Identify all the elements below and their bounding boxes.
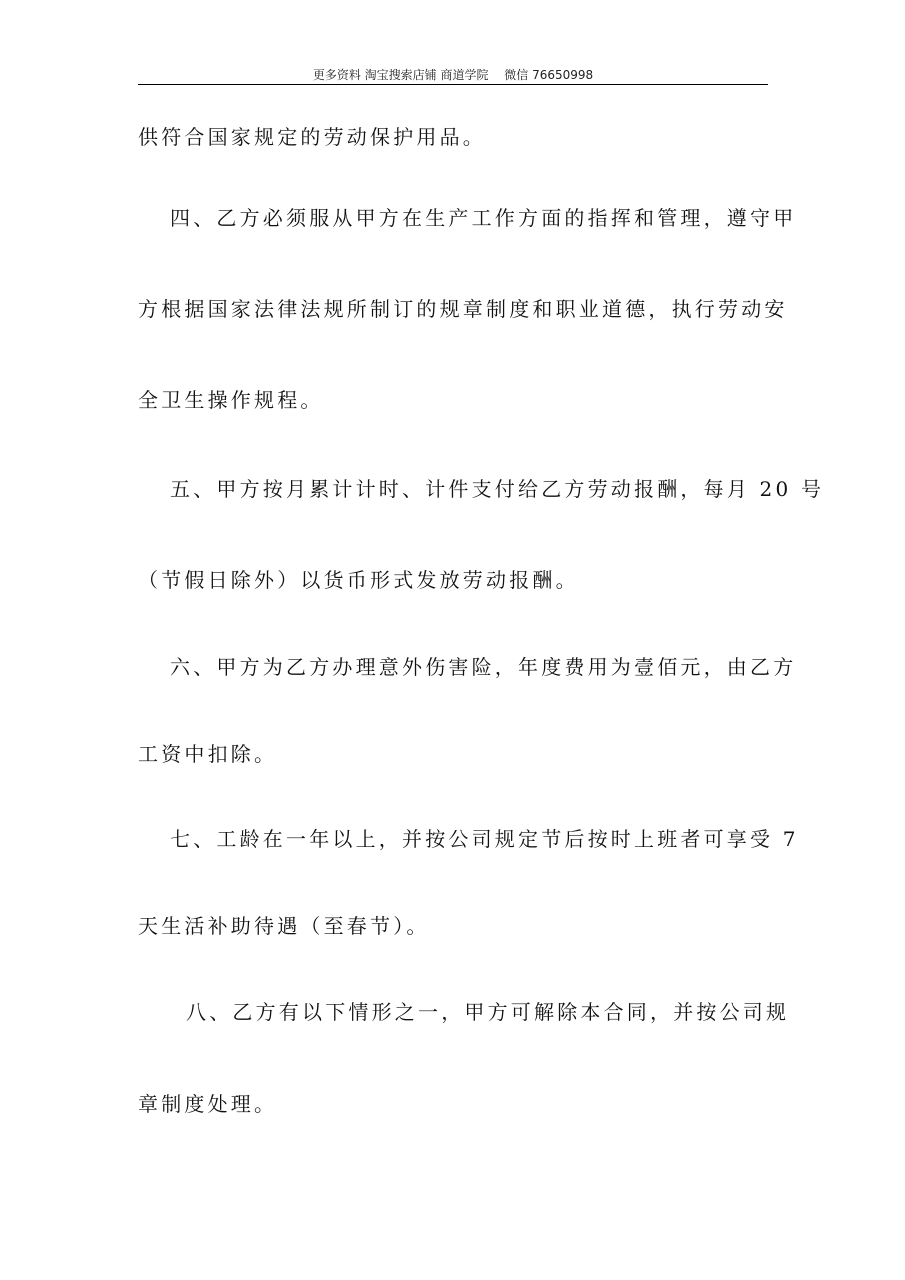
paragraph-line: 全卫生操作规程。 [138, 388, 324, 412]
paragraph-line: 章制度处理。 [138, 1092, 278, 1116]
paragraph-line: 六、甲方为乙方办理意外伤害险，年度费用为壹佰元，由乙方 [170, 655, 797, 679]
paragraph-line: 天生活补助待遇（至春节）。 [138, 914, 430, 938]
paragraph-line: 供符合国家规定的劳动保护用品。 [138, 125, 486, 149]
paragraph-line: 方根据国家法律法规所制订的规章制度和职业道德，执行劳动安 [138, 297, 788, 321]
paragraph-line: 四、乙方必须服从甲方在生产工作方面的指挥和管理，遵守甲 [170, 206, 797, 230]
page-header: 更多资料 淘宝搜索店铺 商道学院 微信 76650998 [312, 68, 594, 82]
paragraph-line: 工资中扣除。 [138, 742, 278, 766]
paragraph-line: 七、工龄在一年以上，并按公司规定节后按时上班者可享受 7 [170, 827, 799, 851]
header-divider [138, 84, 768, 85]
paragraph-line: （节假日除外）以货币形式发放劳动报酬。 [138, 568, 579, 592]
paragraph-line: 五、甲方按月累计计时、计件支付给乙方劳动报酬，每月 20 号 [170, 477, 825, 501]
paragraph-line: 八、乙方有以下情形之一，甲方可解除本合同，并按公司规 [186, 1000, 790, 1024]
